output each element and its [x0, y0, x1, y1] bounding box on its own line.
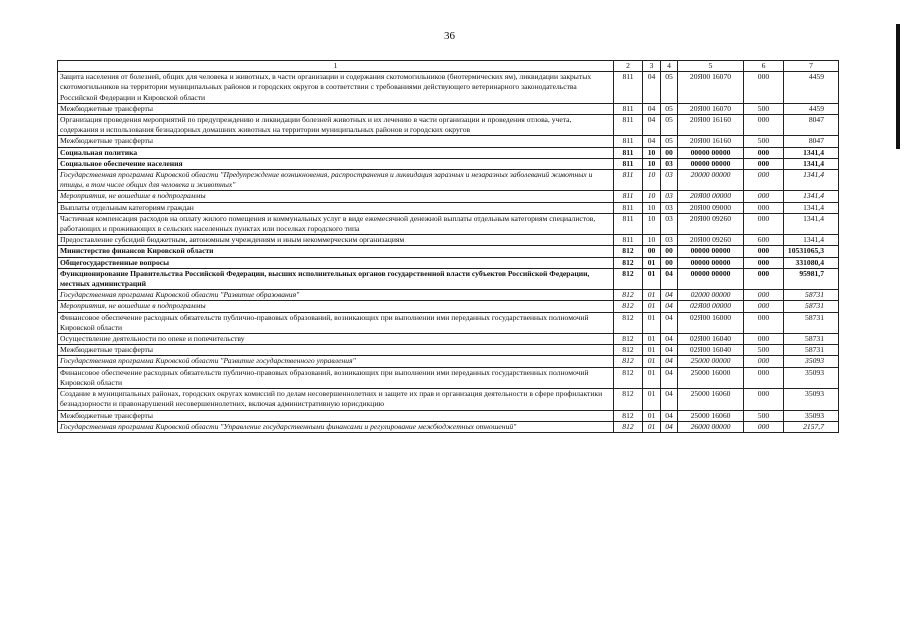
amount-cell: 8047	[784, 115, 839, 136]
expense-type-cell: 500	[744, 345, 784, 356]
expense-type-cell: 600	[744, 235, 784, 246]
admin-code-cell: 812	[614, 356, 643, 367]
amount-cell: 1341,4	[784, 235, 839, 246]
subsection-code-cell: 00	[661, 246, 678, 257]
row-name-cell: Мероприятия, не вошедшие в подпрограммы	[58, 191, 614, 202]
row-name-cell: Функционирование Правительства Российской Федерации, высших исполнительных органов государственной власти субъектов Российской Федерации, местных администраций	[58, 268, 614, 289]
row-name-cell: Осуществление деятельности по опеке и попечительству	[58, 334, 614, 345]
row-name-cell: Межбюджетные трансферты	[58, 345, 614, 356]
target-article-cell: 20Я00 09000	[678, 202, 744, 213]
target-article-cell: 20Я00 16160	[678, 115, 744, 136]
admin-code-cell: 812	[614, 246, 643, 257]
table-header-row	[58, 61, 839, 72]
expense-type-cell: 000	[744, 389, 784, 410]
row-name-cell: Финансовое обеспечение расходных обязательств публично-правовых образований, возникающих при выполнении ими переданных государственных полномочий Кировской области	[58, 367, 614, 388]
target-article-cell: 20000 00000	[678, 170, 744, 191]
expense-type-cell: 500	[744, 103, 784, 114]
target-article-cell: 20Я00 16070	[678, 72, 744, 104]
section-code-cell: 04	[643, 72, 661, 104]
section-code-cell: 10	[643, 147, 661, 158]
target-article-cell: 25000 16000	[678, 367, 744, 388]
expense-type-cell: 000	[744, 334, 784, 345]
target-article-cell: 20Я00 09260	[678, 213, 744, 234]
table-row	[58, 290, 839, 301]
section-code-cell: 01	[643, 268, 661, 289]
section-code-cell: 10	[643, 158, 661, 169]
section-code-cell: 01	[643, 312, 661, 333]
amount-cell: 1341,4	[784, 191, 839, 202]
table-row	[58, 356, 839, 367]
row-name-cell: Межбюджетные трансферты	[58, 103, 614, 114]
amount-cell: 95981,7	[784, 268, 839, 289]
target-article-cell: 20Я00 09260	[678, 235, 744, 246]
table-row	[58, 136, 839, 147]
section-code-cell: 01	[643, 345, 661, 356]
table-row	[58, 301, 839, 312]
header-cell: 1	[58, 61, 614, 72]
row-name-cell: Создание в муниципальных районах, городских округах комиссий по делам несовершеннолетних и защите их прав и организация деятельности в сфере профилактики безнадзорности и правонарушений несовершеннолетних, включая административную юрисдикцию	[58, 389, 614, 410]
subsection-code-cell: 05	[661, 136, 678, 147]
amount-cell: 35093	[784, 356, 839, 367]
section-code-cell: 01	[643, 389, 661, 410]
table-row	[58, 334, 839, 345]
section-code-cell: 04	[643, 115, 661, 136]
admin-code-cell: 812	[614, 312, 643, 333]
subsection-code-cell: 04	[661, 356, 678, 367]
subsection-code-cell: 00	[661, 257, 678, 268]
subsection-code-cell: 03	[661, 213, 678, 234]
amount-cell: 10531065,3	[784, 246, 839, 257]
row-name-cell: Организация проведения мероприятий по предупреждению и ликвидации болезней животных и их лечению в части организации и проведения отлова, учета, содержания и использования безнадзорных домашних животных на территории муниципальных районов и городских округов	[58, 115, 614, 136]
subsection-code-cell: 04	[661, 367, 678, 388]
target-article-cell: 25000 16060	[678, 389, 744, 410]
section-code-cell: 01	[643, 410, 661, 421]
row-name-cell: Частичная компенсация расходов на оплату жилого помещения и коммунальных услуг в виде ежемесячной денежной выплаты отдельным категориям специалистов, работающих и проживающих в сельских населенных пунктах или поселках городского типа	[58, 213, 614, 234]
table-row	[58, 312, 839, 333]
table-row	[58, 191, 839, 202]
row-name-cell: Общегосударственные вопросы	[58, 257, 614, 268]
amount-cell: 58731	[784, 312, 839, 333]
subsection-code-cell: 04	[661, 389, 678, 410]
admin-code-cell: 811	[614, 191, 643, 202]
header-cell: 2	[614, 61, 643, 72]
subsection-code-cell: 04	[661, 268, 678, 289]
target-article-cell: 02000 00000	[678, 290, 744, 301]
amount-cell: 2157,7	[784, 421, 839, 432]
row-name-cell: Государственная программа Кировской области "Управление государственными финансами и регулирование межбюджетных отношений"	[58, 421, 614, 432]
table-row	[58, 268, 839, 289]
amount-cell: 1341,4	[784, 147, 839, 158]
amount-cell: 4459	[784, 103, 839, 114]
target-article-cell: 02Я00 16000	[678, 312, 744, 333]
table-row	[58, 72, 839, 104]
expense-type-cell: 000	[744, 115, 784, 136]
expense-type-cell: 000	[744, 301, 784, 312]
row-name-cell: Государственная программа Кировской области "Предупреждение возникновения, распространения и ликвидация заразных и незаразных заболеваний животных и птицы, в том числе общих для человека и животных"	[58, 170, 614, 191]
expense-type-cell: 000	[744, 202, 784, 213]
admin-code-cell: 812	[614, 410, 643, 421]
admin-code-cell: 811	[614, 103, 643, 114]
subsection-code-cell: 05	[661, 115, 678, 136]
table-row	[58, 202, 839, 213]
target-article-cell: 02Я00 16040	[678, 334, 744, 345]
target-article-cell: 25000 16060	[678, 410, 744, 421]
row-name-cell: Государственная программа Кировской области "Развитие образования"	[58, 290, 614, 301]
expense-type-cell: 500	[744, 410, 784, 421]
admin-code-cell: 811	[614, 170, 643, 191]
header-cell: 7	[784, 61, 839, 72]
table-row	[58, 103, 839, 114]
expense-type-cell: 000	[744, 158, 784, 169]
section-code-cell: 04	[643, 103, 661, 114]
admin-code-cell: 811	[614, 158, 643, 169]
table-row	[58, 235, 839, 246]
amount-cell: 35093	[784, 389, 839, 410]
expense-type-cell: 000	[744, 72, 784, 104]
target-article-cell: 25000 00000	[678, 356, 744, 367]
admin-code-cell: 811	[614, 213, 643, 234]
expense-type-cell: 500	[744, 136, 784, 147]
admin-code-cell: 811	[614, 235, 643, 246]
target-article-cell: 20Я00 00000	[678, 191, 744, 202]
admin-code-cell: 811	[614, 147, 643, 158]
header-cell: 5	[678, 61, 744, 72]
admin-code-cell: 812	[614, 290, 643, 301]
budget-table	[57, 60, 839, 433]
amount-cell: 1341,4	[784, 158, 839, 169]
expense-type-cell: 000	[744, 191, 784, 202]
header-cell: 6	[744, 61, 784, 72]
amount-cell: 8047	[784, 136, 839, 147]
target-article-cell: 20Я00 16160	[678, 136, 744, 147]
target-article-cell: 00000 00000	[678, 158, 744, 169]
subsection-code-cell: 05	[661, 72, 678, 104]
target-article-cell: 02Я00 00000	[678, 301, 744, 312]
expense-type-cell: 000	[744, 356, 784, 367]
admin-code-cell: 812	[614, 334, 643, 345]
admin-code-cell: 811	[614, 202, 643, 213]
section-code-cell: 00	[643, 246, 661, 257]
row-name-cell: Межбюджетные трансферты	[58, 410, 614, 421]
section-code-cell: 10	[643, 170, 661, 191]
admin-code-cell: 812	[614, 389, 643, 410]
admin-code-cell: 812	[614, 268, 643, 289]
section-code-cell: 01	[643, 334, 661, 345]
admin-code-cell: 812	[614, 421, 643, 432]
subsection-code-cell: 03	[661, 235, 678, 246]
section-code-cell: 04	[643, 136, 661, 147]
admin-code-cell: 811	[614, 72, 643, 104]
section-code-cell: 01	[643, 421, 661, 432]
page-number: 36	[444, 30, 455, 42]
subsection-code-cell: 04	[661, 301, 678, 312]
section-code-cell: 01	[643, 367, 661, 388]
amount-cell: 1341,4	[784, 213, 839, 234]
amount-cell: 4459	[784, 72, 839, 104]
table-row	[58, 410, 839, 421]
target-article-cell: 00000 00000	[678, 257, 744, 268]
expense-type-cell: 000	[744, 268, 784, 289]
amount-cell: 35093	[784, 367, 839, 388]
section-code-cell: 01	[643, 356, 661, 367]
subsection-code-cell: 03	[661, 158, 678, 169]
header-cell: 4	[661, 61, 678, 72]
subsection-code-cell: 04	[661, 290, 678, 301]
row-name-cell: Выплаты отдельным категориям граждан	[58, 202, 614, 213]
expense-type-cell: 000	[744, 367, 784, 388]
subsection-code-cell: 00	[661, 147, 678, 158]
expense-type-cell: 000	[744, 213, 784, 234]
table-row	[58, 421, 839, 432]
row-name-cell: Государственная программа Кировской области "Развитие государственного управления"	[58, 356, 614, 367]
admin-code-cell: 812	[614, 367, 643, 388]
amount-cell: 35093	[784, 410, 839, 421]
target-article-cell: 00000 00000	[678, 246, 744, 257]
expense-type-cell: 000	[744, 290, 784, 301]
row-name-cell: Предоставление субсидий бюджетным, автономным учреждениям и иным некоммерческим организациям	[58, 235, 614, 246]
admin-code-cell: 812	[614, 345, 643, 356]
target-article-cell: 02Я00 16040	[678, 345, 744, 356]
row-name-cell: Финансовое обеспечение расходных обязательств публично-правовых образований, возникающих при выполнении ими переданных государственных полномочий Кировской области	[58, 312, 614, 333]
admin-code-cell: 812	[614, 257, 643, 268]
section-code-cell: 01	[643, 257, 661, 268]
subsection-code-cell: 04	[661, 334, 678, 345]
expense-type-cell: 000	[744, 312, 784, 333]
section-code-cell: 10	[643, 191, 661, 202]
target-article-cell: 00000 00000	[678, 268, 744, 289]
admin-code-cell: 812	[614, 301, 643, 312]
subsection-code-cell: 04	[661, 421, 678, 432]
subsection-code-cell: 04	[661, 312, 678, 333]
table-row	[58, 389, 839, 410]
row-name-cell: Мероприятия, не вошедшие в подпрограммы	[58, 301, 614, 312]
expense-type-cell: 000	[744, 147, 784, 158]
expense-type-cell: 000	[744, 170, 784, 191]
amount-cell: 58731	[784, 290, 839, 301]
target-article-cell: 20Я00 16070	[678, 103, 744, 114]
section-code-cell: 10	[643, 213, 661, 234]
page-edge-mark	[896, 24, 900, 149]
amount-cell: 1341,4	[784, 202, 839, 213]
section-code-cell: 10	[643, 235, 661, 246]
subsection-code-cell: 03	[661, 191, 678, 202]
amount-cell: 1341,4	[784, 170, 839, 191]
table-row	[58, 170, 839, 191]
expense-type-cell: 000	[744, 246, 784, 257]
subsection-code-cell: 03	[661, 170, 678, 191]
subsection-code-cell: 05	[661, 103, 678, 114]
expense-type-cell: 000	[744, 421, 784, 432]
row-name-cell: Межбюджетные трансферты	[58, 136, 614, 147]
section-code-cell: 01	[643, 290, 661, 301]
expense-type-cell: 000	[744, 257, 784, 268]
row-name-cell: Социальная политика	[58, 147, 614, 158]
table-row	[58, 158, 839, 169]
section-code-cell: 01	[643, 301, 661, 312]
subsection-code-cell: 03	[661, 202, 678, 213]
target-article-cell: 00000 00000	[678, 147, 744, 158]
table-row	[58, 147, 839, 158]
target-article-cell: 26000 00000	[678, 421, 744, 432]
subsection-code-cell: 04	[661, 345, 678, 356]
amount-cell: 331080,4	[784, 257, 839, 268]
amount-cell: 58731	[784, 345, 839, 356]
admin-code-cell: 811	[614, 136, 643, 147]
section-code-cell: 10	[643, 202, 661, 213]
table-row	[58, 345, 839, 356]
row-name-cell: Министерство финансов Кировской области	[58, 246, 614, 257]
row-name-cell: Социальное обеспечение населения	[58, 158, 614, 169]
amount-cell: 58731	[784, 334, 839, 345]
table-row	[58, 257, 839, 268]
subsection-code-cell: 04	[661, 410, 678, 421]
table-row	[58, 213, 839, 234]
row-name-cell: Защита населения от болезней, общих для человека и животных, в части организации и содержания скотомогильников (биотермических ям), ликвидации закрытых скотомогильников на территории муниципальных районов и городских округов в соответствии с требованиями действующего ветеринарного законодательства Российской Федерации и Кировской области	[58, 72, 614, 104]
admin-code-cell: 811	[614, 115, 643, 136]
table-row	[58, 115, 839, 136]
table-row	[58, 367, 839, 388]
table-row	[58, 246, 839, 257]
header-cell: 3	[643, 61, 661, 72]
amount-cell: 58731	[784, 301, 839, 312]
